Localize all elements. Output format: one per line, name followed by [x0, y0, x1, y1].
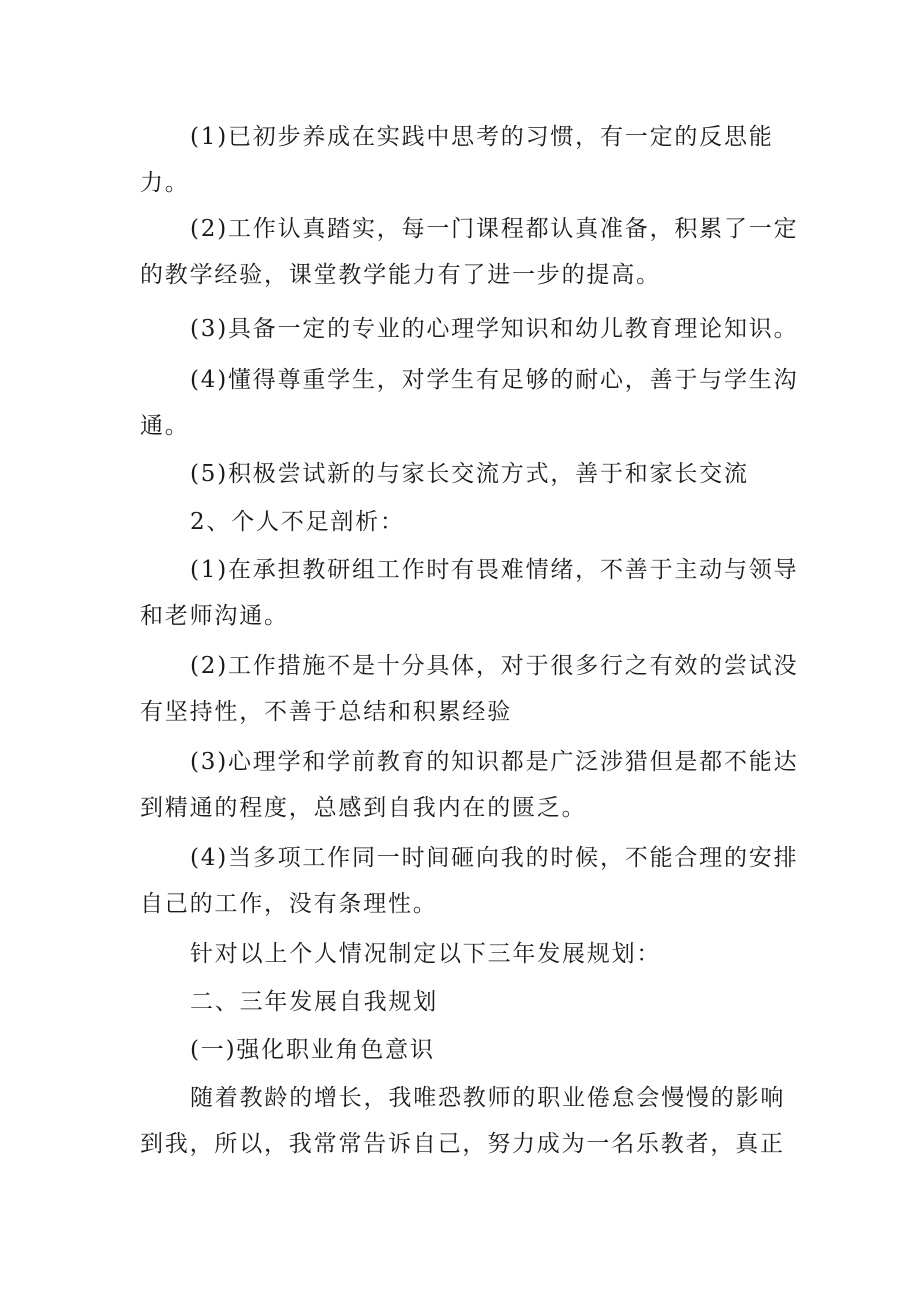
paragraph-text: 二、三年发展自我规划	[190, 989, 438, 1015]
strength-item-4	[140, 357, 800, 449]
paragraph-text: (1)在承担教研组工作时有畏难情绪，不善于主动与领导和老师沟通。	[140, 557, 799, 629]
section-heading-plan	[140, 979, 800, 1025]
plan-intro	[140, 931, 800, 977]
paragraph-text: (2)工作认真踏实，每一门课程都认真准备，积累了一定的教学经验，课堂教学能力有了进一步的提高。	[140, 216, 799, 288]
paragraph-text: 2、个人不足剖析：	[190, 509, 405, 535]
strength-item-3	[140, 306, 800, 352]
paragraph-text: (3)具备一定的专业的心理学知识和幼儿教育理论知识。	[190, 316, 799, 342]
paragraph-text: (1)已初步养成在实践中思考的习惯，有一定的反思能力。	[140, 124, 774, 196]
weakness-item-4	[140, 835, 800, 927]
weakness-item-2	[140, 643, 800, 735]
strength-item-5	[140, 451, 800, 497]
paragraph-text: (一)强化职业角色意识	[190, 1037, 435, 1063]
paragraph-text: 随着教龄的增长，我唯恐教师的职业倦怠会慢慢的影响到我，所以，我常常告诉自己，努力成为一名乐教者，真正	[140, 1085, 786, 1157]
strength-item-2	[140, 206, 800, 298]
weakness-item-3	[140, 739, 800, 831]
paragraph-text: (3)心理学和学前教育的知识都是广泛涉猎但是都不能达到精通的程度，总感到自我内在的匮乏。	[140, 749, 799, 821]
paragraph-text: (4)当多项工作同一时间砸向我的时候，不能合理的安排自己的工作，没有条理性。	[140, 845, 799, 917]
body-paragraph	[140, 1075, 800, 1167]
subsection-heading-role	[140, 1027, 800, 1073]
paragraph-text: (2)工作措施不是十分具体，对于很多行之有效的尝试没有坚持性，不善于总结和积累经验	[140, 653, 799, 725]
paragraph-text: (5)积极尝试新的与家长交流方式，善于和家长交流	[190, 461, 749, 487]
paragraph-text: 针对以上个人情况制定以下三年发展规划：	[190, 941, 662, 967]
paragraph-text: (4)懂得尊重学生，对学生有足够的耐心，善于与学生沟通。	[140, 367, 799, 439]
weakness-item-1	[140, 547, 800, 639]
section-heading-weakness	[140, 499, 800, 545]
strength-item-1	[140, 114, 800, 206]
